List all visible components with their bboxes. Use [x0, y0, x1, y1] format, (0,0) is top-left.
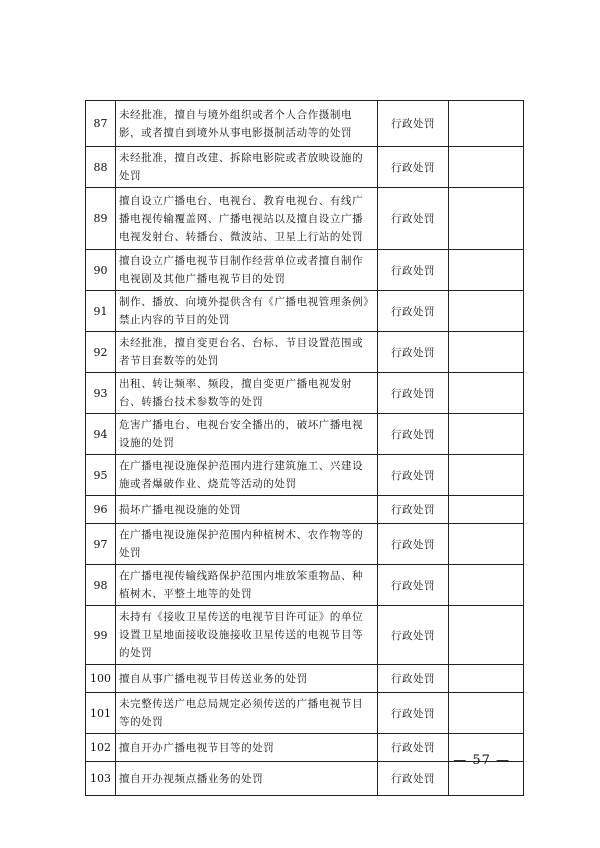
remarks-cell — [449, 565, 524, 606]
remarks-cell — [449, 373, 524, 414]
penalty-type: 行政处罚 — [378, 414, 449, 455]
penalty-item: 出租、转让频率、频段，擅自变更广播电视发射台、转播台技术参数等的处罚 — [116, 373, 378, 414]
penalty-type: 行政处罚 — [378, 762, 449, 796]
remarks-cell — [449, 250, 524, 291]
penalty-type: 行政处罚 — [378, 101, 449, 147]
remarks-cell — [449, 147, 524, 188]
table-body — [86, 101, 524, 796]
remarks-cell — [449, 496, 524, 524]
penalty-item: 危害广播电台、电视台安全播出的，破坏广播电视设施的处罚 — [116, 414, 378, 455]
penalty-type: 行政处罚 — [378, 665, 449, 693]
penalty-type: 行政处罚 — [378, 734, 449, 762]
table-row — [86, 188, 524, 250]
penalty-type: 行政处罚 — [378, 524, 449, 565]
remarks-cell — [449, 524, 524, 565]
penalty-item: 未完整传送广电总局规定必须传送的广播电视节目等的处罚 — [116, 693, 378, 734]
penalty-item: 擅自开办视频点播业务的处罚 — [116, 762, 378, 796]
penalty-item: 在广播电视设施保护范围内进行建筑施工、兴建设施或者爆破作业、烧荒等活动的处罚 — [116, 455, 378, 496]
table-row — [86, 524, 524, 565]
penalty-type: 行政处罚 — [378, 147, 449, 188]
row-number: 88 — [86, 147, 116, 188]
penalty-item: 未经批准，擅自变更台名、台标、节目设置范围或者节目套数等的处罚 — [116, 332, 378, 373]
remarks-cell — [449, 414, 524, 455]
remarks-cell — [449, 665, 524, 693]
remarks-cell — [449, 332, 524, 373]
penalty-item: 在广播电视传输线路保护范围内堆放笨重物品、种植树木、平整土地等的处罚 — [116, 565, 378, 606]
row-number: 90 — [86, 250, 116, 291]
row-number: 102 — [86, 734, 116, 762]
row-number: 99 — [86, 606, 116, 665]
penalty-type: 行政处罚 — [378, 606, 449, 665]
row-number: 93 — [86, 373, 116, 414]
remarks-cell — [449, 101, 524, 147]
penalty-item: 擅自设立广播电视节目制作经营单位或者擅自制作电视剧及其他广播电视节目的处罚 — [116, 250, 378, 291]
table-row — [86, 665, 524, 693]
table-row — [86, 147, 524, 188]
remarks-cell — [449, 455, 524, 496]
penalty-item: 未持有《接收卫星传送的电视节目许可证》的单位设置卫星地面接收设施接收卫星传送的电视节目等的处罚 — [116, 606, 378, 665]
row-number: 98 — [86, 565, 116, 606]
penalty-type: 行政处罚 — [378, 291, 449, 332]
row-number: 101 — [86, 693, 116, 734]
penalty-item: 未经批准，擅自与境外组织或者个人合作摄制电影，或者擅自到境外从事电影摄制活动等的处罚 — [116, 101, 378, 147]
penalty-type: 行政处罚 — [378, 332, 449, 373]
penalty-type: 行政处罚 — [378, 565, 449, 606]
row-number: 97 — [86, 524, 116, 565]
page-number: — 57 — — [453, 753, 510, 768]
penalty-type: 行政处罚 — [378, 188, 449, 250]
penalty-item: 擅自开办广播电视节目等的处罚 — [116, 734, 378, 762]
table-row — [86, 414, 524, 455]
table-row — [86, 291, 524, 332]
penalty-item: 擅自设立广播电台、电视台、教育电视台、有线广播电视传输覆盖网、广播电视站以及擅自设立广播电视发射台、转播台、微波站、卫星上行站的处罚 — [116, 188, 378, 250]
row-number: 89 — [86, 188, 116, 250]
penalty-item: 未经批准，擅自改建、拆除电影院或者放映设施的处罚 — [116, 147, 378, 188]
row-number: 95 — [86, 455, 116, 496]
table-row — [86, 606, 524, 665]
remarks-cell — [449, 291, 524, 332]
table-row — [86, 373, 524, 414]
table-row — [86, 332, 524, 373]
row-number: 94 — [86, 414, 116, 455]
remarks-cell — [449, 606, 524, 665]
remarks-cell — [449, 188, 524, 250]
table-row — [86, 101, 524, 147]
table-row — [86, 455, 524, 496]
penalty-items-table — [85, 100, 524, 796]
remarks-cell — [449, 693, 524, 734]
table-row — [86, 565, 524, 606]
row-number: 103 — [86, 762, 116, 796]
penalty-type: 行政处罚 — [378, 455, 449, 496]
row-number: 92 — [86, 332, 116, 373]
row-number: 91 — [86, 291, 116, 332]
penalty-type: 行政处罚 — [378, 693, 449, 734]
table-row — [86, 250, 524, 291]
penalty-type: 行政处罚 — [378, 373, 449, 414]
penalty-item: 损坏广播电视设施的处罚 — [116, 496, 378, 524]
row-number: 87 — [86, 101, 116, 147]
table-row — [86, 693, 524, 734]
row-number: 96 — [86, 496, 116, 524]
penalty-item: 在广播电视设施保护范围内种植树木、农作物等的处罚 — [116, 524, 378, 565]
penalty-type: 行政处罚 — [378, 496, 449, 524]
penalty-item: 制作、播放、向境外提供含有《广播电视管理条例》禁止内容的节目的处罚 — [116, 291, 378, 332]
penalty-type: 行政处罚 — [378, 250, 449, 291]
row-number: 100 — [86, 665, 116, 693]
penalty-item: 擅自从事广播电视节目传送业务的处罚 — [116, 665, 378, 693]
table-row — [86, 496, 524, 524]
